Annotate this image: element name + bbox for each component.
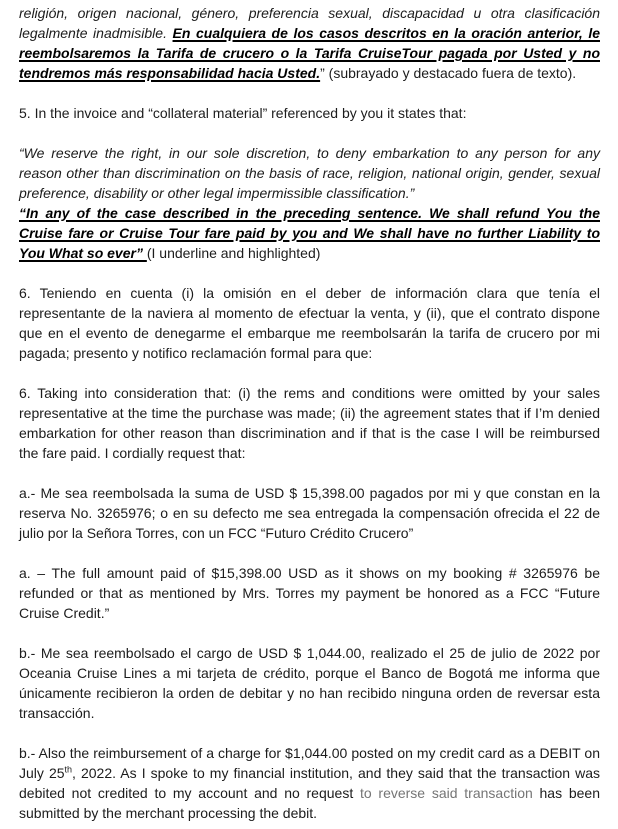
- request-b-lead: b.- Also the reimbursement of a charge for $1,044.00 posted on my credit card as a DEBIT on July 25: [19, 745, 600, 781]
- paragraph-6-en: 6. Taking into consideration that: (i) the rems and conditions were omitted by your sales representative at the time the purchase was made; (ii) the agreement states that if I’m denied embarkation for other reason than discrimination and if that is the case I will be reimbursed the fare paid. I cordially request that:: [19, 385, 600, 461]
- paragraph-6-es: 6. Teniendo en cuenta (i) la omisión en el deber de información clara que tenía el representante de la naviera al momento de efectuar la venta, y (ii), que el contrato dispone que en el evento de denegarme el embarque me reembolsarán la tarifa de crucero por mi pagada; presento y notifico reclamación formal para que:: [19, 285, 600, 361]
- paragraph-request-a-en: a. – The full amount paid of $15,398.00 USD as it shows on my booking # 3265976 be refunded or that as mentioned by Mrs. Torres my payment be honored as a FCC “Future Cruise Credit.”: [19, 565, 600, 621]
- quote-block-en: [19, 143, 600, 263]
- clause-lead-italic: religión, origen nacional, género, preferencia sexual, discapacidad u otra clasificación legalmente inadmisible.: [19, 5, 600, 41]
- quote-refund-line: [19, 203, 600, 263]
- paragraph-request-b-es: b.- Me sea reembolsado el cargo de USD $ 1,044.00, realizado el 25 de julio de 2022 por Oceania Cruise Lines a mi tarjeta de crédito, porque el Banco de Bogotá me informa que únicamente recibieron la orden de debitar y no han recibido ninguna orden de reversar esta transacción.: [19, 645, 600, 721]
- ordinal-superscript: th: [64, 764, 73, 775]
- clause-emphasis-underline: En cualquiera de los casos descritos en la oración anterior, le reembolsaremos la Tarifa de crucero o la Tarifa CruiseTour pagada por Usted y no tendremos más responsabilidad hacia Usted.: [19, 25, 600, 81]
- request-b-tail: has been submitted by the merchant processing the debit.: [19, 785, 600, 821]
- paragraph-request-a-es: a.- Me sea reembolsada la suma de USD $ 15,398.00 pagados por mi y que constan en la reserva No. 3265976; o en su defecto me sea entregada la compensación ofrecida el 22 de julio por la Señora Torres, con un FCC “Futuro Crédito Crucero”: [19, 485, 600, 541]
- quote-refund-emphasis-underline: “In any of the case described in the preceding sentence. We shall refund You the Cruise fare or Cruise Tour fare paid by you and We shall have no further Liability to You What so ever”: [19, 205, 600, 261]
- clause-aside-note: ” (subrayado y destacado fuera de texto).: [320, 65, 577, 81]
- faded-scan-text: to reverse said transaction: [359, 785, 533, 801]
- request-b-mid: , 2022. As I spoke to my financial institution, and they said that the transaction was debited not credited to my account and no request: [19, 765, 601, 801]
- paragraph-request-b-en: [19, 743, 600, 823]
- quote-aside-note: (I underline and highlighted): [146, 245, 321, 261]
- quote-deny-embarkation-italic: “We reserve the right, in our sole discretion, to deny embarkation to any person for any reason other than discrimination on the basis of race, religion, national origin, gender, sexual preference, disability or other legal impermissible classification.”: [19, 145, 600, 201]
- paragraph-discrimination-clause-es: [19, 3, 600, 83]
- paragraph-invoice-statement-intro: 5. In the invoice and “collateral material” referenced by you it states that:: [19, 105, 467, 121]
